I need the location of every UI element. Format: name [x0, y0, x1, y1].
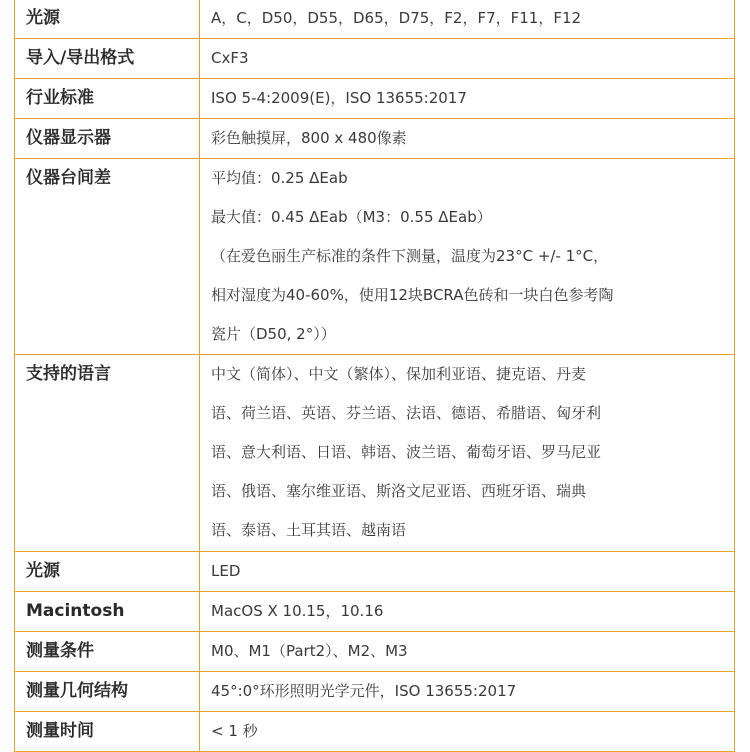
spec-value: LED — [211, 562, 241, 580]
spec-label-cell — [15, 119, 200, 159]
spec-value-line: 相对湿度为40-60%，使用12块BCRA色砖和一块白色参考陶 — [211, 286, 614, 304]
spec-value-cell — [200, 712, 735, 752]
spec-value: MacOS X 10.15，10.16 — [211, 602, 384, 620]
spec-label-cell — [15, 355, 200, 552]
spec-value-cell — [200, 119, 735, 159]
spec-value-cell — [200, 79, 735, 119]
spec-value-cell — [200, 159, 735, 355]
spec-label-cell — [15, 672, 200, 712]
spec-row-measurement-time — [15, 712, 735, 752]
spec-label: 导入/导出格式 — [26, 48, 135, 68]
spec-value-cell — [200, 355, 735, 552]
spec-label-cell — [15, 552, 200, 592]
spec-value-cell — [200, 552, 735, 592]
spec-label-cell — [15, 632, 200, 672]
spec-label: 支持的语言 — [26, 364, 111, 384]
spec-row-light-source-led — [15, 552, 735, 592]
spec-value-line: 中文（简体）、中文（繁体）、保加利亚语、捷克语、丹麦 — [211, 365, 587, 383]
spec-label: 光源 — [26, 8, 60, 28]
spec-value-cell — [200, 592, 735, 632]
spec-value: 45°:0°环形照明光学元件，ISO 13655:2017 — [211, 682, 517, 700]
spec-label: Macintosh — [26, 601, 125, 621]
spec-row-measurement-conditions — [15, 632, 735, 672]
spec-label-cell — [15, 592, 200, 632]
spec-value-cell — [200, 632, 735, 672]
spec-value-line: （在爱色丽生产标准的条件下测量，温度为23°C +/- 1°C， — [211, 247, 609, 265]
spec-row-light-source — [15, 0, 735, 39]
spec-value-line: 语、泰语、土耳其语、越南语 — [211, 521, 407, 539]
spec-value: M0、M1（Part2）、M2、M3 — [211, 642, 408, 660]
spec-row-import-export — [15, 39, 735, 79]
spec-label: 测量几何结构 — [26, 681, 128, 701]
spec-value-line: 最大值：0.45 ΔEab（M3：0.55 ΔEab） — [211, 208, 492, 226]
spec-label-cell — [15, 39, 200, 79]
spec-label-cell — [15, 712, 200, 752]
spec-label: 测量时间 — [26, 721, 94, 741]
spec-value: 彩色触摸屏，800 x 480像素 — [211, 129, 407, 147]
spec-value-line: 语、意大利语、日语、韩语、波兰语、葡萄牙语、罗马尼亚 — [211, 443, 602, 461]
spec-value-line: 语、俄语、塞尔维亚语、斯洛文尼亚语、西班牙语、瑞典 — [211, 482, 587, 500]
spec-label-cell — [15, 159, 200, 355]
spec-value: CxF3 — [211, 49, 249, 67]
spec-value: < 1 秒 — [211, 722, 258, 740]
spec-label-cell — [15, 0, 200, 39]
spec-label: 仪器台间差 — [26, 168, 111, 188]
spec-row-geometry — [15, 672, 735, 712]
spec-value-line: 瓷片（D50, 2°）） — [211, 325, 336, 343]
spec-row-display — [15, 119, 735, 159]
spec-label: 仪器显示器 — [26, 128, 111, 148]
spec-value-cell — [200, 0, 735, 39]
spec-label-cell — [15, 79, 200, 119]
spec-value: ISO 5-4:2009(E)，ISO 13655:2017 — [211, 89, 467, 107]
spec-label: 光源 — [26, 561, 60, 581]
spec-row-standards — [15, 79, 735, 119]
spec-table — [14, 0, 735, 752]
spec-row-macintosh — [15, 592, 735, 632]
spec-value-line: 平均值：0.25 ΔEab — [211, 169, 348, 187]
spec-value-line: 语、荷兰语、英语、芬兰语、法语、德语、希腊语、匈牙利 — [211, 404, 602, 422]
spec-row-languages — [15, 355, 735, 552]
spec-label: 测量条件 — [26, 641, 94, 661]
spec-value: A，C，D50，D55，D65，D75，F2，F7，F11，F12 — [211, 9, 582, 27]
spec-value-cell — [200, 672, 735, 712]
spec-row-inter-instrument — [15, 159, 735, 355]
spec-value-cell — [200, 39, 735, 79]
spec-label: 行业标准 — [26, 88, 94, 108]
